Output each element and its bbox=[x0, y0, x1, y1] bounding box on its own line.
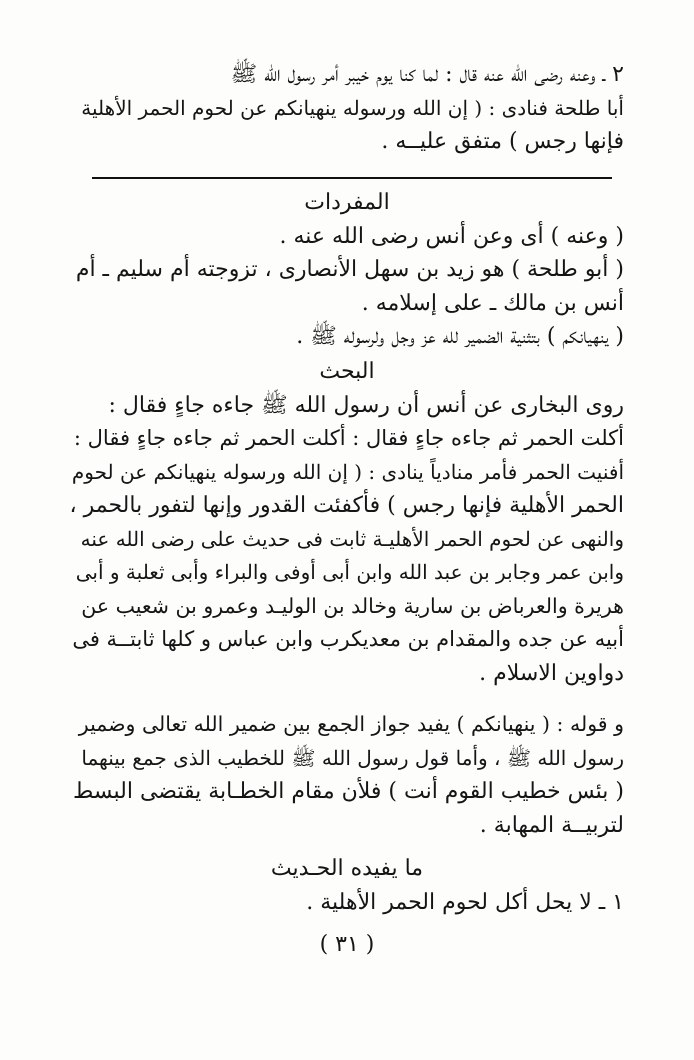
research-line: و قوله : ( ينهيانكم ) يفيد جواز الجمع بين ضمير الله تعالى وضمير bbox=[78, 712, 624, 736]
hadith-text bbox=[70, 58, 624, 159]
section-divider bbox=[92, 177, 612, 179]
research-line: أفنيت الحمر فأمر منادياً ينادى : ( إن الله ورسوله ينهيانكم عن لحوم bbox=[71, 459, 624, 484]
benefits-section bbox=[70, 852, 624, 919]
research-heading: البحث bbox=[319, 359, 375, 384]
hadith-line: أبا طلحة فنادى : ( إن الله ورسوله ينهيانكم عن لحوم الحمر الأهلية bbox=[81, 95, 624, 120]
research-line: هريرة والعرباض بن سارية وخالد بن الوليـد وعمرو بن شعيب عن bbox=[81, 593, 624, 618]
vocab-line: أنس بن مالك ـ على إسلامه . bbox=[361, 290, 624, 316]
research-line: أكلت الحمر ثم جاءه جاءٍ فقال : أكلت الحمر ثم جاءه جاءٍ فقال : bbox=[73, 426, 624, 450]
research-line: الحمر الأهلية فإنها رجس ) فأكفئت القدور وإنها لتفور بالحمر ، bbox=[69, 493, 624, 518]
vocab-line: ( أبو طلحة ) هو زيد بن سهل الأنصارى ، تزوجته أم سليم ـ أم bbox=[75, 257, 624, 282]
benefits-heading: ما يفيده الحـديث bbox=[270, 856, 424, 881]
benefits-line: ١ ـ لا يحل أكل لحوم الحمر الأهلية . bbox=[306, 889, 624, 915]
research-line: أبيه عن جده والمقدام بن معديكرب وابن عباس و كلها ثابتــة فى bbox=[72, 627, 624, 651]
research-line: روى البخارى عن أنس أن رسول الله ﷺ جاءه جاءٍ فقال : bbox=[108, 392, 624, 418]
research-line: دواوين الاسلام . bbox=[479, 660, 624, 686]
research-line: رسول الله ﷺ ، وأما قول رسول الله ﷺ للخطيب الذى جمع بينهما bbox=[81, 745, 624, 770]
research-line: وابن عمر وجابر بن عبد الله وابن أبى أوفى والبراء وأبى ثعلبة و أبى bbox=[75, 560, 624, 584]
research-line: والنهى عن لحوم الحمر الأهليـة ثابت فى حديث على رضى الله عنه bbox=[80, 526, 624, 551]
research-line: ( بئس خطيب القوم أنت ) فلأن مقام الخطـابة يقتضى البسط bbox=[73, 779, 624, 804]
page-number: ( ٣١ ) bbox=[319, 932, 375, 957]
vocab-line: ( وعنه ) أى وعن أنس رضى الله عنه . bbox=[279, 223, 624, 249]
hadith-line: ٢ ـ وعنه رضى الله عنه قال : لما كنا يوم خيبر أمر رسول الله ﷺ bbox=[230, 62, 624, 87]
research-section-2 bbox=[70, 708, 624, 842]
vocab-heading: المفردات bbox=[304, 190, 390, 215]
research-section bbox=[70, 355, 624, 690]
hadith-line: فإنها رجس ) متفق عليــه . bbox=[381, 129, 624, 154]
vocab-line: ( ينهيانكم ) بتثنية الضمير لله عز وجل ولرسوله ﷺ . bbox=[296, 324, 624, 349]
vocab-section bbox=[70, 186, 624, 354]
research-line: لتربيــة المهابة . bbox=[479, 812, 624, 838]
